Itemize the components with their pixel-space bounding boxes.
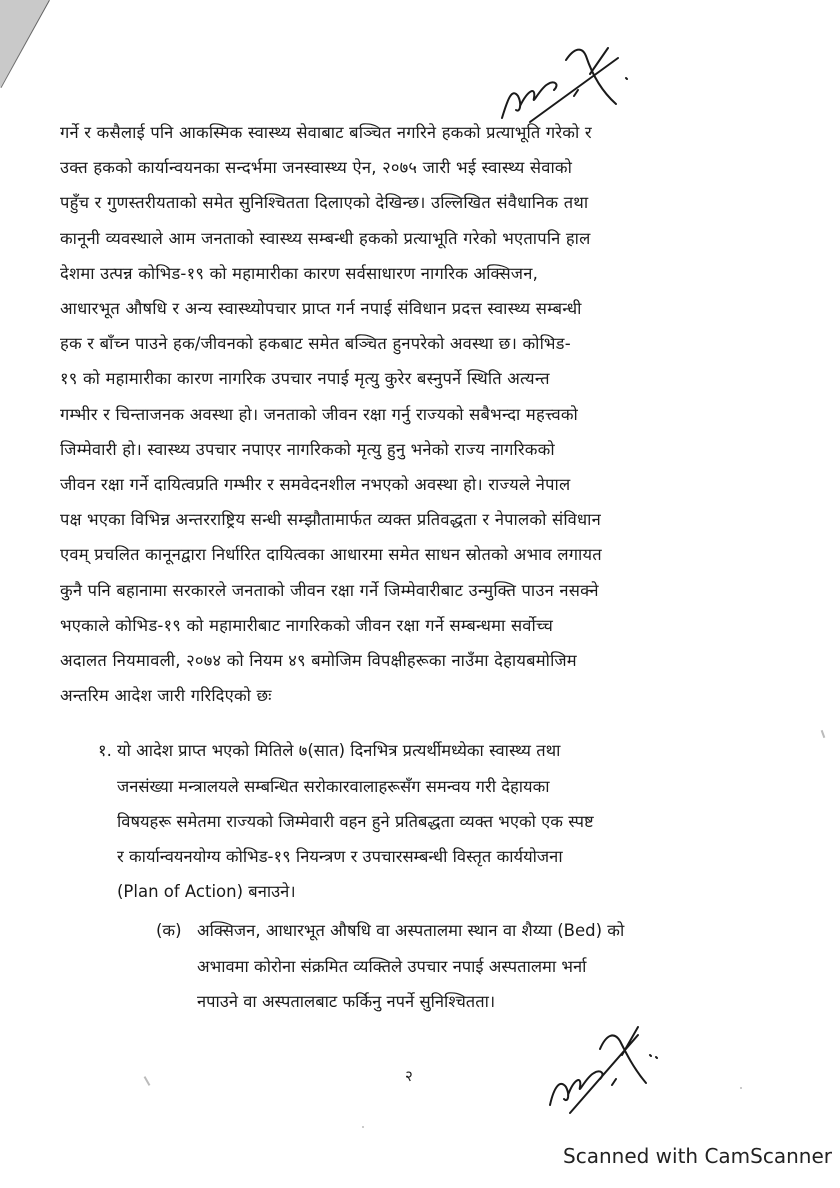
item-number: १. <box>98 741 112 761</box>
scan-speck <box>144 1076 151 1086</box>
scan-speck <box>740 1087 742 1089</box>
paragraph-line: पहुँच र गुणस्तरीयताको समेत सुनिश्चितता दिलाएको देखिन्छ। उल्लिखित संवैधानिक तथा <box>60 193 589 213</box>
sub-item-text <box>197 913 770 1019</box>
document-body <box>60 115 770 1019</box>
paragraph-line: भएकाले कोभिड-१९ को महामारीबाट नागरिकको जीवन रक्षा गर्ने सम्बन्धमा सर्वोच्च <box>60 615 554 635</box>
paragraph-line: आधारभूत औषधि र अन्य स्वास्थ्योपचार प्राप्त गर्न नपाई संविधान प्रदत्त स्वास्थ्य सम्बन्धी <box>60 299 582 319</box>
signature-top <box>490 18 630 128</box>
sub-item-label: (क) <box>156 921 182 941</box>
camscanner-watermark: Scanned with CamScanner <box>563 1144 832 1168</box>
paragraph-line: जिम्मेवारी हो। स्वास्थ्य उपचार नपाएर नागरिकको मृत्यु हुनु भनेको राज्य नागरिकको <box>60 439 555 459</box>
sub-item-ka <box>60 913 770 1019</box>
item-line: यो आदेश प्राप्त भएको मितिले ७(सात) दिनभित्र प्रत्यर्थीमध्येका स्वास्थ्य तथा <box>117 741 561 761</box>
item-line: र कार्यान्वयनयोग्य कोभिड-१९ नियन्त्रण र उपचारसम्बन्धी विस्तृत कार्ययोजना <box>117 847 563 867</box>
paragraph-line: हक र बाँच्न पाउने हक/जीवनको हकबाट समेत बञ्चित हुनपरेको अवस्था छ। कोभिड- <box>60 334 571 354</box>
paragraph-line: एवम् प्रचलित कानूनद्वारा निर्धारित दायित्वका आधारमा समेत साधन स्रोतको अभाव लगायत <box>60 545 602 565</box>
item-line: (Plan of Action) बनाउने। <box>117 882 296 902</box>
sub-item-line: नपाउने वा अस्पतालबाट फर्किनु नपर्ने सुनिश्चितता। <box>197 991 496 1011</box>
paragraph-line: १९ को महामारीका कारण नागरिक उपचार नपाई मृत्यु कुरेर बस्नुपर्ने स्थिति अत्यन्त <box>60 369 550 389</box>
item-line: विषयहरू समेतमा राज्यको जिम्मेवारी वहन हुने प्रतिबद्धता व्यक्त भएको एक स्पष्ट <box>117 811 594 831</box>
paragraph-line: गर्ने र कसैलाई पनि आकस्मिक स्वास्थ्य सेवाबाट बञ्चित नगरिने हकको प्रत्याभूति गरेको र <box>60 123 592 142</box>
signature-bottom <box>540 1005 660 1115</box>
paragraph-line: अन्तरिम आदेश जारी गरिदिएको छः <box>60 686 272 706</box>
sub-item-line: अभावमा कोरोना संक्रमित व्यक्तिले उपचार नपाई अस्पतालमा भर्ना <box>197 956 587 976</box>
paragraph-line: कानूनी व्यवस्थाले आम जनताको स्वास्थ्य सम्बन्धी हकको प्रत्याभूति गरेको भएतापनि हाल <box>60 228 591 248</box>
item-line: जनसंख्या मन्त्रालयले सम्बन्धित सरोकारवालाहरूसँग समन्वय गरी देहायका <box>117 776 550 796</box>
paragraph-line: अदालत नियमावली, २०७४ को नियम ४९ बमोजिम विपक्षीहरूका नाउँमा देहायबमोजिम <box>60 651 577 671</box>
paragraph-line: कुनै पनि बहानामा सरकारले जनताको जीवन रक्षा गर्ने जिम्मेवारीबाट उन्मुक्ति पाउन नसक्ने <box>60 580 599 600</box>
paragraph-line: गम्भीर र चिन्ताजनक अवस्था हो। जनताको जीवन रक्षा गर्नु राज्यको सबैभन्दा महत्त्वको <box>60 404 579 424</box>
order-item-1 <box>60 733 770 909</box>
scan-speck <box>362 1126 364 1128</box>
sub-item-line: अक्सिजन, आधारभूत औषधि वा अस्पतालमा स्थान वा शैय्या (Bed) को <box>197 921 625 941</box>
page-number: २ <box>405 1067 413 1085</box>
paragraph-line: पक्ष भएका विभिन्न अन्तरराष्ट्रिय सन्धी सम्झौतामार्फत व्यक्त प्रतिवद्धता र नेपालको संविधान <box>60 510 601 530</box>
main-paragraph <box>60 115 770 713</box>
paragraph-line: जीवन रक्षा गर्ने दायित्वप्रति गम्भीर र समवेदनशील नभएको अवस्था हो। राज्यले नेपाल <box>60 475 571 495</box>
scan-speck <box>821 730 826 738</box>
paragraph-line: देशमा उत्पन्न कोभिड-१९ को महामारीका कारण सर्वसाधारण नागरिक अक्सिजन, <box>60 263 539 283</box>
item-text <box>117 733 770 909</box>
paragraph-line: उक्त हकको कार्यान्वयनका सन्दर्भमा जनस्वास्थ्य ऐन, २०७५ जारी भई स्वास्थ्य सेवाको <box>60 158 573 178</box>
